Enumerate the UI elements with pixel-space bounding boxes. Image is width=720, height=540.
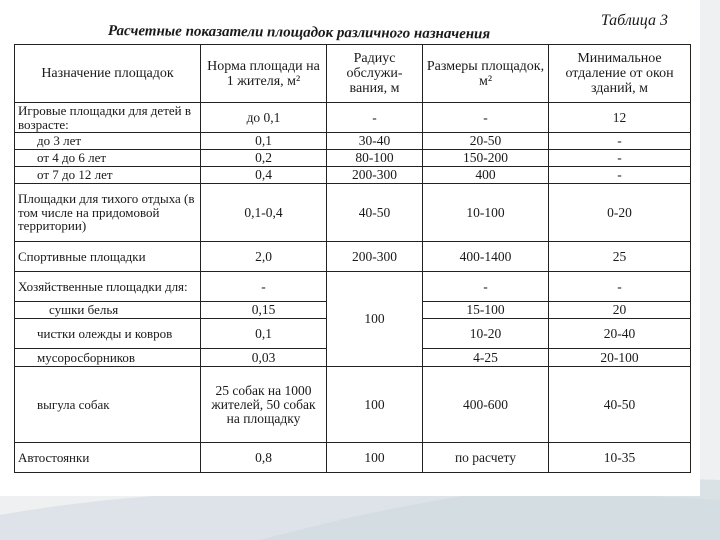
cell-norm: 0,1 <box>201 319 327 349</box>
table-caption: Таблица 3 <box>600 12 668 29</box>
cell-norm: 0,4 <box>201 167 327 184</box>
cell-distance: 20 <box>549 302 691 319</box>
table-title: Расчетные показатели площадок различного назначения <box>107 23 491 43</box>
header-distance: Минимальное отдаление от окон зданий, м <box>549 45 691 103</box>
cell-size: 400 <box>423 167 549 184</box>
cell-distance: 12 <box>549 103 691 133</box>
row-name: выгула собак <box>15 367 201 443</box>
cell-size: - <box>423 272 549 302</box>
cell-norm: до 0,1 <box>201 103 327 133</box>
cell-distance: - <box>549 272 691 302</box>
cell-size: 400-600 <box>423 367 549 443</box>
header-radius: Радиус обслужи-вания, м <box>327 45 423 103</box>
cell-radius: - <box>327 103 423 133</box>
cell-distance: 40-50 <box>549 367 691 443</box>
row-name: чистки олежды и ковров <box>15 319 201 349</box>
table-header-row <box>15 45 691 103</box>
table-row <box>15 443 691 473</box>
row-name: Автостоянки <box>15 443 201 473</box>
cell-radius: 100 <box>327 272 423 367</box>
cell-norm: 0,1 <box>201 133 327 150</box>
cell-radius: 100 <box>327 367 423 443</box>
cell-size: - <box>423 103 549 133</box>
row-name: до 3 лет <box>15 133 201 150</box>
table-row <box>15 367 691 443</box>
table-row <box>15 184 691 242</box>
cell-norm: 0,2 <box>201 150 327 167</box>
row-name: Площадки для тихого отдыха (в том числе на придомовой территории) <box>15 184 201 242</box>
row-name: от 7 до 12 лет <box>15 167 201 184</box>
cell-radius: 30-40 <box>327 133 423 150</box>
cell-distance: 0-20 <box>549 184 691 242</box>
cell-norm: 25 собак на 1000 жителей, 50 собак на площадку <box>201 367 327 443</box>
row-name: мусоросборников <box>15 349 201 367</box>
cell-size: 150-200 <box>423 150 549 167</box>
header-size: Размеры площадок, м² <box>423 45 549 103</box>
table-row <box>15 150 691 167</box>
cell-norm: 0,8 <box>201 443 327 473</box>
cell-radius: 200-300 <box>327 167 423 184</box>
cell-size: 400-1400 <box>423 242 549 272</box>
cell-norm: 0,15 <box>201 302 327 319</box>
row-name: Хозяйственные площадки для: <box>15 272 201 302</box>
cell-radius: 40-50 <box>327 184 423 242</box>
cell-radius: 100 <box>327 443 423 473</box>
cell-distance: 20-40 <box>549 319 691 349</box>
row-name: Игровые площадки для детей в возрасте: <box>15 103 201 133</box>
cell-size: по расчету <box>423 443 549 473</box>
table-row <box>15 103 691 133</box>
table-row <box>15 272 691 302</box>
cell-distance: - <box>549 133 691 150</box>
cell-size: 10-100 <box>423 184 549 242</box>
cell-distance: - <box>549 167 691 184</box>
cell-norm: - <box>201 272 327 302</box>
cell-size: 4-25 <box>423 349 549 367</box>
row-name: от 4 до 6 лет <box>15 150 201 167</box>
cell-radius: 200-300 <box>327 242 423 272</box>
cell-size: 15-100 <box>423 302 549 319</box>
cell-radius: 80-100 <box>327 150 423 167</box>
cell-norm: 2,0 <box>201 242 327 272</box>
table-row <box>15 242 691 272</box>
table-row <box>15 133 691 150</box>
cell-norm: 0,1-0,4 <box>201 184 327 242</box>
row-name: сушки белья <box>15 302 201 319</box>
cell-distance: 10-35 <box>549 443 691 473</box>
cell-size: 20-50 <box>423 133 549 150</box>
cell-distance: 20-100 <box>549 349 691 367</box>
table-row <box>15 167 691 184</box>
header-norm: Норма площади на 1 жителя, м² <box>201 45 327 103</box>
header-purpose: Назначение площадок <box>15 45 201 103</box>
cell-distance: 25 <box>549 242 691 272</box>
cell-norm: 0,03 <box>201 349 327 367</box>
row-name: Спортивные площадки <box>15 242 201 272</box>
cell-size: 10-20 <box>423 319 549 349</box>
norms-table <box>14 44 691 473</box>
cell-distance: - <box>549 150 691 167</box>
